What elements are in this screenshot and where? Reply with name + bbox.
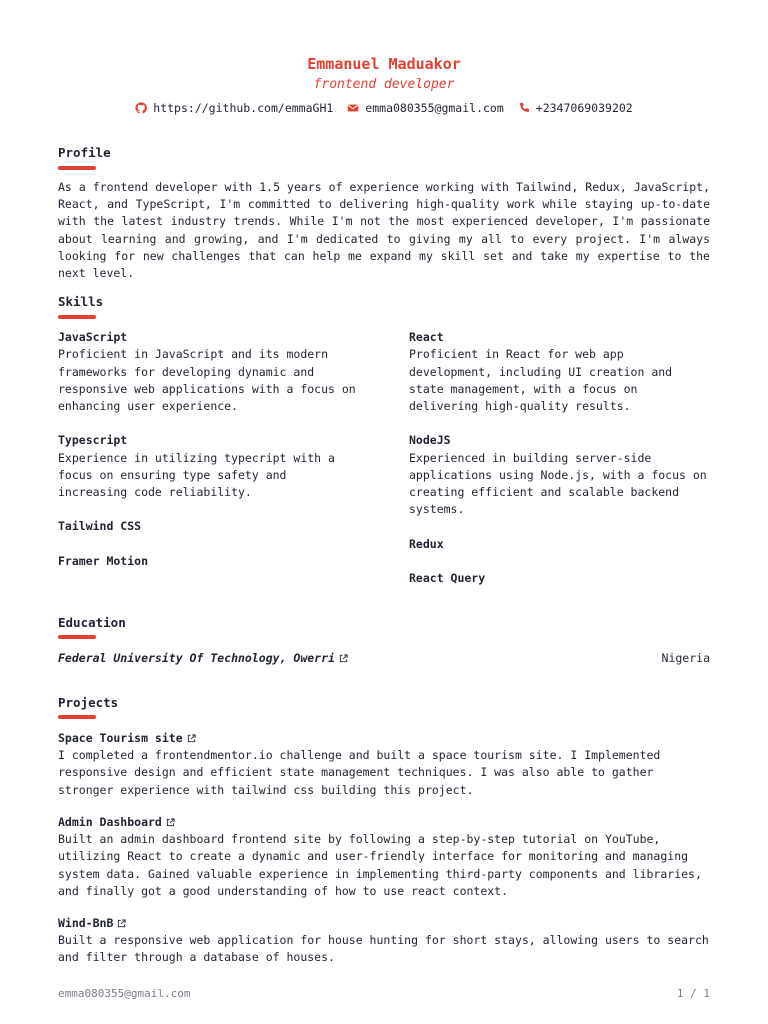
project-title-link[interactable] [58, 915, 710, 932]
project-name[interactable]: Space Tourism site [58, 731, 183, 745]
profile-heading: Profile [58, 145, 111, 160]
skill-item [58, 518, 358, 535]
external-link-icon[interactable] [187, 734, 196, 743]
school-location: Nigeria [661, 651, 710, 665]
project-name[interactable]: Wind-BnB [58, 916, 114, 930]
external-link-icon[interactable] [166, 818, 175, 827]
github-contact[interactable] [135, 100, 333, 116]
external-link-icon[interactable] [339, 654, 348, 663]
resume-page [58, 0, 710, 1024]
phone-number[interactable]: +2347069039202 [535, 101, 633, 115]
skill-description: Experienced in building server-side applications using Node.js, with a focus on creating efficient and scalable backend systems. [409, 450, 707, 517]
project-item [58, 814, 710, 900]
project-title-link[interactable] [58, 814, 710, 831]
phone-icon [518, 102, 530, 114]
skill-name: React Query [409, 570, 486, 585]
page-number: 1 / 1 [676, 987, 710, 1000]
skill-name: JavaScript [58, 330, 128, 344]
skills-heading: Skills [58, 294, 104, 309]
skill-item [409, 570, 709, 587]
footer-email: emma080355@gmail.com [58, 987, 191, 1000]
mail-icon [347, 102, 359, 114]
candidate-title: frontend developer [313, 77, 455, 92]
skill-name: Framer Motion [58, 553, 149, 568]
contact-row [58, 100, 710, 116]
project-description: Built an admin dashboard frontend site by following a step-by-step tutorial on YouTube, utilizing React to create a dynamic and user-friendly interface for monitoring and managing system data. Gained valuable experience in implementing third-party components and libraries, and finally got a good understanding of how to use react context. [58, 832, 702, 898]
education-entry [58, 650, 710, 666]
education-rule [58, 635, 96, 639]
skills-left-column [58, 329, 358, 587]
skill-description: Proficient in JavaScript and its modern frameworks for developing dynamic and responsive web applications with a focus on enhancing user experience. [58, 347, 356, 414]
project-description: I completed a frontendmentor.io challenge and built a space tourism site. I Implemented responsive design and efficient state management techniques. I was also able to gather stronger experience with tailwind css building this project. [58, 748, 661, 797]
skill-item [409, 536, 709, 553]
project-description: Built a responsive web application for house hunting for short stays, allowing users to search and filter through a database of houses. [58, 933, 709, 965]
project-item [58, 730, 710, 799]
github-icon [135, 102, 147, 114]
profile-rule [58, 166, 96, 170]
skill-name: Tailwind CSS [58, 519, 142, 534]
skill-description: Proficient in React for web app development, including UI creation and state management, with a focus on delivering high-quality results. [409, 347, 673, 414]
email-contact[interactable] [347, 100, 503, 116]
external-link-icon[interactable] [117, 919, 126, 928]
project-name[interactable]: Admin Dashboard [58, 815, 162, 829]
skill-description: Experience in utilizing typecript with a focus on ensuring type safety and increasing code reliability. [58, 450, 335, 500]
skill-item [409, 329, 709, 415]
email-link[interactable]: emma080355@gmail.com [365, 101, 504, 115]
skill-name: Redux [409, 536, 444, 551]
skills-right-column [409, 329, 709, 604]
education-heading: Education [58, 615, 126, 630]
skill-name: Typescript [58, 433, 128, 448]
education-school-link[interactable] [58, 650, 348, 666]
resume-header [58, 54, 710, 116]
projects-rule [58, 715, 96, 719]
github-link[interactable]: https://github.com/emmaGH1 [153, 101, 334, 115]
skill-name: React [409, 330, 444, 344]
skill-item [58, 329, 358, 415]
projects-heading: Projects [58, 695, 119, 710]
skill-name: NodeJS [409, 433, 451, 448]
page-footer [58, 987, 710, 1001]
skill-item [58, 432, 358, 501]
skills-rule [58, 315, 96, 319]
candidate-name: Emmanuel Maduakor [307, 55, 461, 73]
profile-text: As a frontend developer with 1.5 years of experience working with Tailwind, Redux, JavaScript, React, and TypeScript, I'm committed to delivering high-quality work while staying up-to-date with the latest industry trends. While I'm not the most experienced developer, I'm passionate about learning and growing, and I'm dedicated to giving my all to every project. I'm always looking for new challenges that can help me expand my skill set and take my expertise to the next level. [58, 180, 710, 281]
project-title-link[interactable] [58, 730, 710, 747]
phone-contact[interactable] [518, 100, 633, 116]
skill-item [409, 432, 709, 518]
project-item [58, 915, 710, 967]
school-name[interactable]: Federal University Of Technology, Owerri [58, 651, 335, 665]
skill-item [58, 553, 358, 570]
